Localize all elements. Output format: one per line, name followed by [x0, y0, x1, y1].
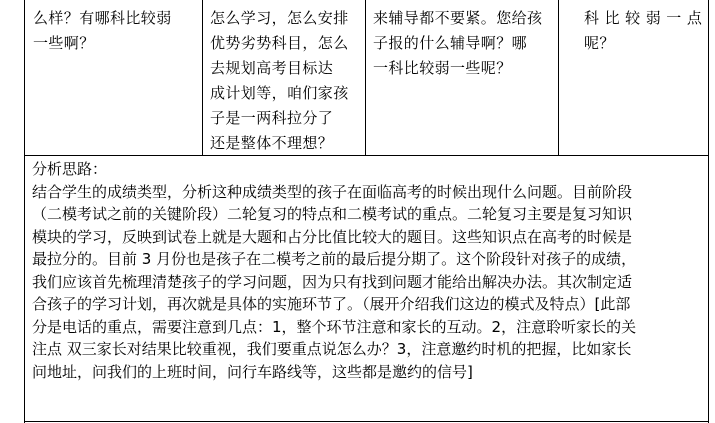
text-line: 怎么学习，怎么安排 [210, 9, 349, 27]
column-divider-1 [202, 0, 203, 156]
analysis-line: 最拉分的。目前 3 月份也是孩子在二模考之前的最后提分期了。这个阶段针对孩子的成绩， [32, 250, 637, 268]
cell-question-3 [373, 6, 555, 81]
column-divider-2 [365, 0, 366, 156]
text-line: 呢？ [584, 34, 615, 52]
cell-question-2 [210, 6, 362, 156]
cell-question-1 [33, 6, 198, 56]
analysis-line: 合孩子的学习计划，再次就是具体的实施环节了。（展开介绍我们这边的模式及特点）[此部 [32, 295, 631, 313]
analysis-line: 结合学生的成绩类型，分析这种成绩类型的孩子在面临高考的时候出现什么问题。目前阶段 [32, 182, 633, 201]
analysis-line: 问地址，问我们的上班时间，问行车路线等，这些都是邀约的信号] [32, 362, 473, 381]
text-line: 去规划高考目标达 [210, 59, 334, 77]
analysis-section [32, 158, 707, 383]
analysis-line: 注点 双三家长对结果比较重视，我们要重点说怎么办？3，注意邀约时机的把握，比如家长 [32, 340, 632, 358]
text-line: 一科比较弱一些呢？ [373, 59, 512, 77]
row-divider [24, 155, 709, 156]
text-line: 优势劣势科目，怎么 [210, 34, 349, 52]
text-line: 子是一两科拉分了 [210, 109, 334, 127]
cell-question-4 [584, 6, 704, 56]
text-line: 科 比 较 弱 一 点 [584, 9, 703, 27]
text-line: 子报的什么辅导啊？哪 [373, 34, 528, 52]
table-border-right [708, 0, 709, 423]
table-border-bottom [24, 421, 709, 422]
analysis-heading: 分析思路： [32, 160, 108, 178]
analysis-line: 我们应该首先梳理清楚孩子的学习问题，因为只有找到问题才能给出解决办法。其次制定适 [32, 272, 633, 291]
column-divider-3 [558, 0, 559, 156]
text-line: 一些啊？ [33, 34, 95, 52]
analysis-line: 分是电话的重点，需要注意到几点：1，整个环节注意和家长的互动。2，注意聆听家长的关 [32, 317, 637, 336]
analysis-line: （二模考试之前的关键阶段）二轮复习的特点和二模考试的重点。二轮复习主要是复习知识 [32, 205, 633, 223]
text-line: 还是整体不理想？ [210, 134, 334, 152]
text-line: 成计划等，咱们家孩 [210, 84, 349, 102]
table-border-left [24, 0, 25, 423]
text-line: 么样？有哪科比较弱 [33, 9, 172, 27]
text-line: 来辅导都不要紧。您给孩 [373, 9, 543, 27]
analysis-line: 模块的学习，反映到试卷上就是大题和占分比值比较大的题目。这些知识点在高考的时候是 [32, 227, 633, 246]
